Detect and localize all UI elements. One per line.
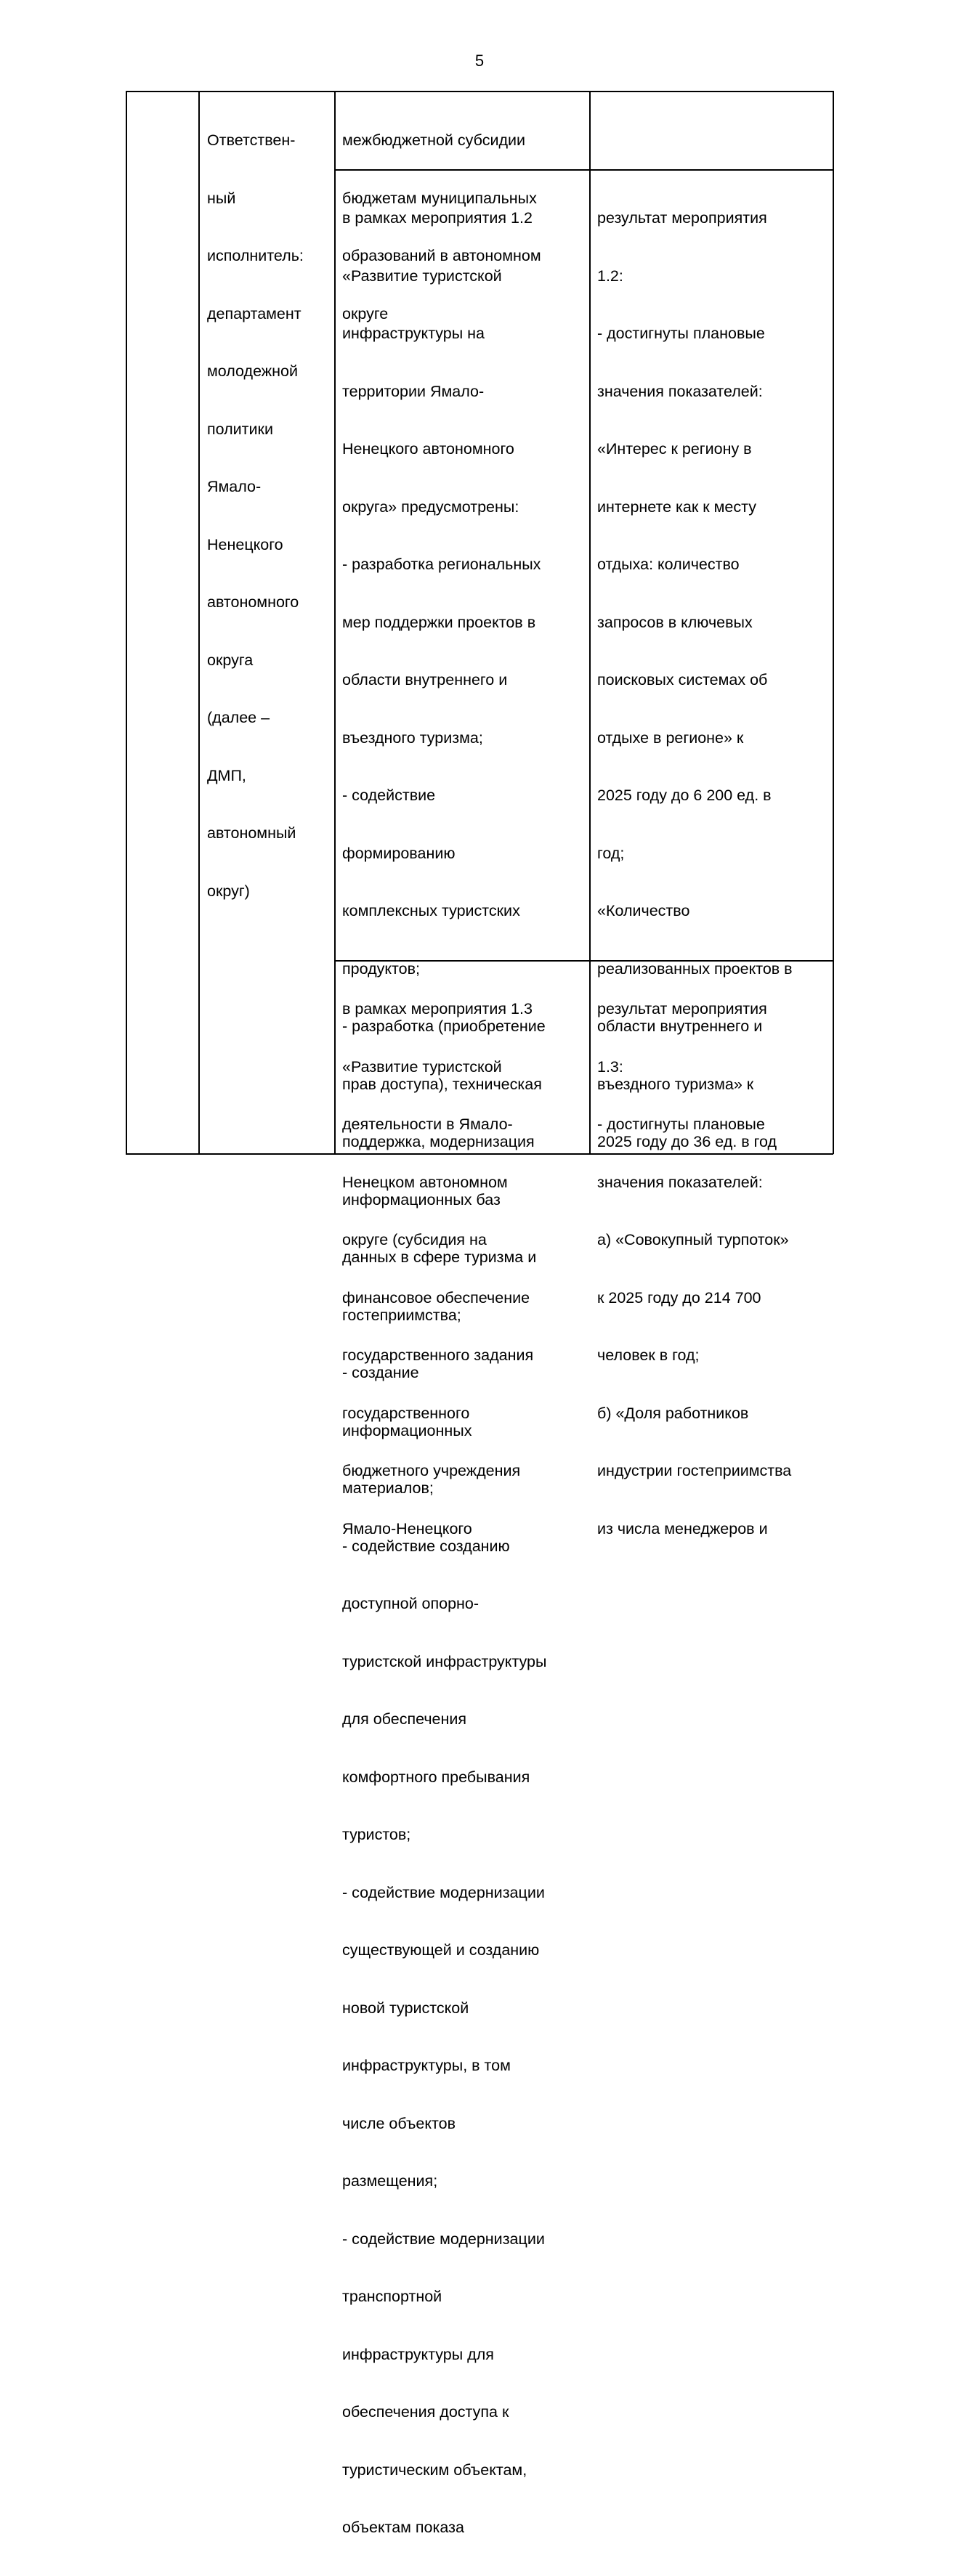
cell-row3-activity xyxy=(342,961,533,1577)
text-line: Ненецкого xyxy=(207,535,283,553)
text-line: государственного задания xyxy=(342,1346,534,1364)
text-line: округа» предусмотрены: xyxy=(342,497,519,516)
text-line: - достигнуты плановые xyxy=(597,325,765,342)
text-line: бюджетного учреждения xyxy=(342,1462,521,1479)
text-line: округ) xyxy=(207,882,250,900)
text-line: 1.2: xyxy=(597,267,623,285)
text-line: к 2025 году до 214 700 xyxy=(597,1288,761,1307)
text-line: инфраструктуры для xyxy=(342,2345,494,2363)
text-line: въездного туризма» к xyxy=(597,1075,754,1093)
text-line: автономный xyxy=(207,824,296,842)
text-line: реализованных проектов в xyxy=(597,959,793,978)
text-line: (далее – xyxy=(207,709,270,726)
text-line: числе объектов xyxy=(342,2114,456,2132)
text-line: бюджетам муниципальных xyxy=(342,189,537,207)
text-line: - создание xyxy=(342,1364,419,1381)
text-line: комфортного пребывания xyxy=(342,1768,530,1786)
text-line: - содействие модернизации xyxy=(342,1883,545,1901)
text-line: обеспечения доступа к xyxy=(342,2403,509,2421)
text-line: исполнитель: xyxy=(207,247,304,264)
cell-responsible-executor xyxy=(207,92,304,939)
text-line: - содействие созданию xyxy=(342,1537,510,1555)
text-line: новой туристской xyxy=(342,1999,469,2017)
cell-row3-result xyxy=(597,961,791,1577)
text-line: комплексных туристских xyxy=(342,902,520,919)
text-line: территории Ямало- xyxy=(342,382,485,400)
text-line: поисковых системах об xyxy=(597,671,768,688)
text-line: округа xyxy=(207,651,254,669)
text-line: транспортной xyxy=(342,2288,442,2305)
text-line: инфраструктуры на xyxy=(342,325,485,342)
text-line: деятельности в Ямало- xyxy=(342,1116,513,1133)
text-line: Ответствен- xyxy=(207,131,296,149)
text-line: Ненецкого автономного xyxy=(342,440,514,458)
text-line: размещения; xyxy=(342,2172,438,2190)
table-border-right xyxy=(833,91,834,428)
text-line: гостеприимства; xyxy=(342,1306,461,1324)
col-divider-2 xyxy=(334,91,336,428)
text-line: информационных баз xyxy=(342,1190,501,1208)
text-line: «Интерес к региону в xyxy=(597,440,752,458)
text-line: молодежной xyxy=(207,362,299,380)
text-line: - разработка (приобретение xyxy=(342,1017,546,1035)
text-line: департамент xyxy=(207,304,302,322)
text-line: въездного туризма; xyxy=(342,728,483,747)
text-line: отдыхе в регионе» к xyxy=(597,728,744,747)
text-line: человек в год; xyxy=(597,1346,700,1364)
text-line: туристов; xyxy=(342,1826,411,1843)
text-line: интернете как к месту xyxy=(597,497,756,516)
text-line: существующей и созданию xyxy=(342,1941,540,1959)
text-line: финансовое обеспечение xyxy=(342,1288,530,1307)
text-line: значения показателей: xyxy=(597,382,763,400)
text-line: ДМП, xyxy=(207,766,246,784)
text-line: поддержка, модернизация xyxy=(342,1133,535,1150)
text-line: инфраструктуры, в том xyxy=(342,2057,511,2074)
text-line: доступной опорно- xyxy=(342,1595,480,1612)
text-line: материалов; xyxy=(342,1479,434,1497)
text-line: данных в сфере туризма и xyxy=(342,1248,537,1266)
page-number: 5 xyxy=(474,52,485,70)
col-divider-3 xyxy=(589,91,591,428)
text-line: «Развитие туристской xyxy=(342,267,502,285)
col-divider-3-lower xyxy=(589,427,591,1154)
text-line: 1.3: xyxy=(597,1057,623,1076)
col-divider-1 xyxy=(198,91,200,428)
text-line: ный xyxy=(207,189,236,207)
text-line: год; xyxy=(597,844,625,862)
col-divider-1-lower xyxy=(198,427,200,1154)
text-line: мер поддержки проектов в xyxy=(342,613,536,631)
text-line: значения показателей: xyxy=(597,1173,763,1191)
text-line: объектам показа xyxy=(342,2519,464,2536)
text-line: политики xyxy=(207,420,273,438)
text-line: округе xyxy=(342,304,389,322)
text-line: 2025 году до 36 ед. в год xyxy=(597,1133,777,1150)
text-line: - достигнуты плановые xyxy=(597,1116,765,1133)
text-line: области внутреннего и xyxy=(597,1017,763,1035)
text-line: округе (субсидия на xyxy=(342,1231,487,1248)
text-line: а) «Совокупный турпоток» xyxy=(597,1231,789,1248)
table-border-right-lower xyxy=(833,427,834,1154)
text-line: в рамках мероприятия 1.3 xyxy=(342,1000,533,1017)
text-line: формированию xyxy=(342,844,456,862)
text-line: результат мероприятия xyxy=(597,1000,767,1017)
table-border-left-lower xyxy=(126,427,127,1154)
col-divider-2-lower xyxy=(334,427,336,1154)
text-line: прав доступа), техническая xyxy=(342,1075,542,1093)
text-line: «Количество xyxy=(597,902,690,919)
text-line: в рамках мероприятия 1.2 xyxy=(342,209,533,227)
text-line: межбюджетной субсидии xyxy=(342,131,526,149)
text-line: 2025 году до 6 200 ед. в xyxy=(597,787,772,804)
text-line: отдыха: количество xyxy=(597,556,740,573)
text-line: - разработка региональных xyxy=(342,556,541,573)
text-line: - содействие xyxy=(342,787,436,804)
text-line: Ямало- xyxy=(207,478,262,495)
text-line: туристской инфраструктуры xyxy=(342,1652,547,1670)
text-line: - содействие модернизации xyxy=(342,2230,545,2248)
text-line: туристическим объектам, xyxy=(342,2461,527,2479)
text-line: образований в автономном xyxy=(342,247,541,264)
text-line: области внутреннего и xyxy=(342,671,508,688)
text-line: индустрии гостеприимства xyxy=(597,1462,792,1479)
text-line: автономного xyxy=(207,593,299,611)
table-border-left xyxy=(126,91,127,428)
text-line: Ненецком автономном xyxy=(342,1173,508,1191)
text-line: для обеспечения xyxy=(342,1710,467,1728)
text-line: Ямало-Ненецкого xyxy=(342,1519,472,1537)
text-line: результат мероприятия xyxy=(597,209,767,227)
text-line: запросов в ключевых xyxy=(597,613,753,631)
text-line: из числа менеджеров и xyxy=(597,1519,768,1537)
text-line: продуктов; xyxy=(342,959,420,978)
text-line: «Развитие туристской xyxy=(342,1057,502,1076)
text-line: государственного xyxy=(342,1404,470,1422)
text-line: информационных xyxy=(342,1421,472,1439)
text-line: б) «Доля работников xyxy=(597,1404,749,1422)
